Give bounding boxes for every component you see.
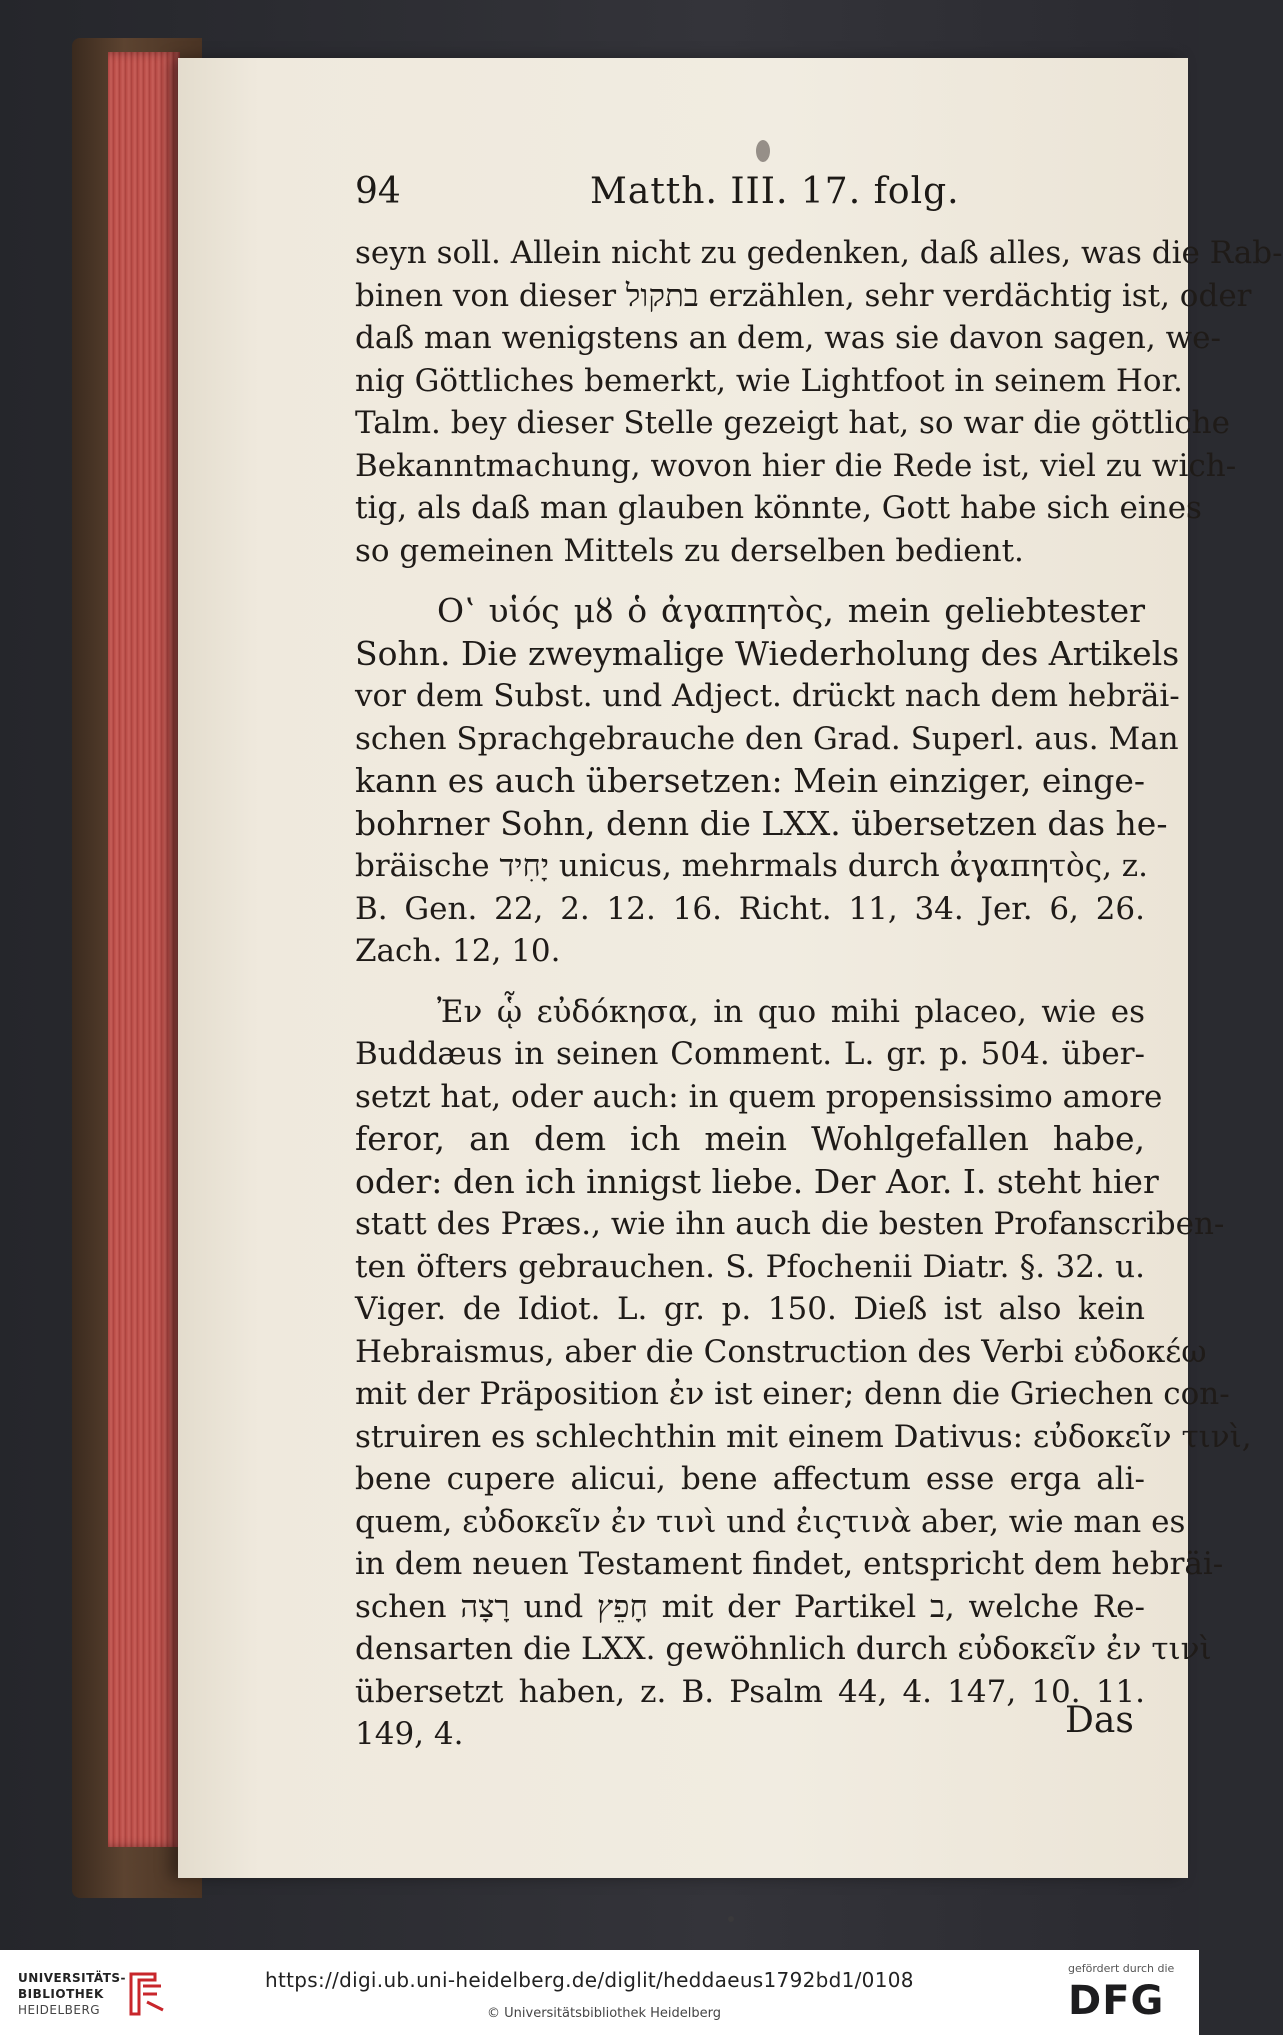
text-line: bene cupere alicui, bene affectum esse erga ali- — [355, 1461, 1145, 1497]
text-line: Zach. 12, 10. — [355, 933, 561, 969]
text-line: Buddæus in seinen Comment. L. gr. p. 504. über- — [355, 1036, 1145, 1072]
paragraph-2 — [355, 590, 1180, 973]
body-text — [355, 232, 1283, 1756]
text-line: statt des Præs., wie ihn auch die besten Profanscriben- — [355, 1206, 1225, 1242]
dfg-logo[interactable]: DFG — [1068, 1978, 1165, 2024]
text-line: struiren es schlechthin mit einem Dativus: εὐδοκεῖν τινὶ, — [355, 1418, 1252, 1455]
text-line: schen Sprachgebrauche den Grad. Superl. aus. Man — [355, 720, 1179, 757]
text-line: quem, εὐδοκεῖν ἐν τινὶ und ἐιςτινὰ aber, wie man es — [355, 1503, 1186, 1540]
copyright-notice: © Universitätsbibliothek Heidelberg — [487, 2006, 722, 2021]
page-stain — [728, 1916, 734, 1922]
text-line: binen von dieser בתקול erzählen, sehr verdächtig ist, oder — [355, 277, 1252, 314]
text-line: seyn soll. Allein nicht zu gedenken, daß alles, was die Rab- — [355, 235, 1283, 271]
library-name-line: BIBLIOTHEK — [18, 1987, 104, 2001]
text-line: tig, als daß man glauben könnte, Gott habe sich eines — [355, 490, 1202, 526]
text-line: übersetzt haben, z. B. Psalm 44, 4. 147, 10. 11. — [355, 1673, 1145, 1710]
text-line: schen רָצָה und חָפֵץ mit der Partikel ב, welche Re- — [355, 1588, 1145, 1625]
library-mark-icon — [125, 1966, 167, 2018]
page-number: 94 — [355, 171, 401, 212]
text-line: densarten die LXX. gewöhnlich durch εὐδοκεῖν ἐν τινὶ — [355, 1631, 1212, 1667]
running-head — [355, 165, 1145, 225]
text-line: bohrner Sohn, denn die LXX. übersetzen das he- — [355, 803, 1168, 843]
text-line: Ἐν ᾧ εὐδόκησα, in quo mihi placeo, wie es — [437, 993, 1145, 1030]
text-line: bräische יָחִיד unicus, mehrmals durch ἀγαπητὸς, z. — [355, 848, 1148, 884]
text-line: vor dem Subst. und Adject. drückt nach dem hebräi- — [355, 678, 1180, 714]
text-line: Oʽ υἱός μȣ ὁ ἀγαπητὸς, mein geliebtester — [437, 591, 1145, 630]
page-stain — [756, 140, 770, 162]
viewer-footer — [0, 1950, 1199, 2035]
text-line: Viger. de Idiot. L. gr. p. 150. Dieß ist also kein — [355, 1291, 1145, 1327]
text-line: 149, 4. — [355, 1716, 464, 1752]
text-line: oder: den ich innigst liebe. Der Aor. I. steht hier — [355, 1161, 1159, 1201]
text-line: kann es auch übersetzen: Mein einziger, einge- — [355, 761, 1145, 800]
catchword: Das — [1065, 1700, 1134, 1741]
running-head-title: Matth. III. 17. folg. — [590, 171, 960, 212]
text-line: Sohn. Die zweymalige Wiederholung des Artikels — [355, 633, 1180, 673]
library-name-line: HEIDELBERG — [18, 2003, 101, 2017]
text-line: feror, an dem ich mein Wohlgefallen habe, — [355, 1119, 1145, 1158]
text-line: Hebraismus, aber die Construction des Verbi εὐδοκέω — [355, 1333, 1207, 1370]
text-line: mit der Präposition ἐν ist einer; denn die Griechen con- — [355, 1376, 1230, 1412]
text-line: B. Gen. 22, 2. 12. 16. Richt. 11, 34. Jer. 6, 26. — [355, 890, 1145, 927]
text-line: so gemeinen Mittels zu derselben bedient. — [355, 532, 1024, 569]
text-line: daß man wenigstens an dem, was sie davon sagen, we- — [355, 320, 1221, 356]
text-line: Bekanntmachung, wovon hier die Rede ist, viel zu wich- — [355, 447, 1237, 484]
text-line: Talm. bey dieser Stelle gezeigt hat, so war die göttliche — [355, 405, 1230, 441]
page-url[interactable]: https://digi.ub.uni-heidelberg.de/diglit/heddaeus1792bd1/0108 — [265, 1968, 914, 1992]
paragraph-3 — [355, 991, 1252, 1756]
funding-caption: gefördert durch die — [1068, 1962, 1175, 1975]
paragraph-1 — [355, 232, 1283, 572]
text-line: ten öfters gebrauchen. S. Pfochenii Diatr. §. 32. u. — [355, 1248, 1145, 1285]
text-line: nig Göttliches bemerkt, wie Lightfoot in seinem Hor. — [355, 362, 1183, 399]
red-page-edges — [108, 52, 180, 1847]
text-line: in dem neuen Testament findet, entspricht dem hebräi- — [355, 1546, 1224, 1582]
text-line: setzt hat, oder auch: in quem propensissimo amore — [355, 1078, 1163, 1115]
library-name-line: UNIVERSITÄTS- — [18, 1971, 127, 1985]
